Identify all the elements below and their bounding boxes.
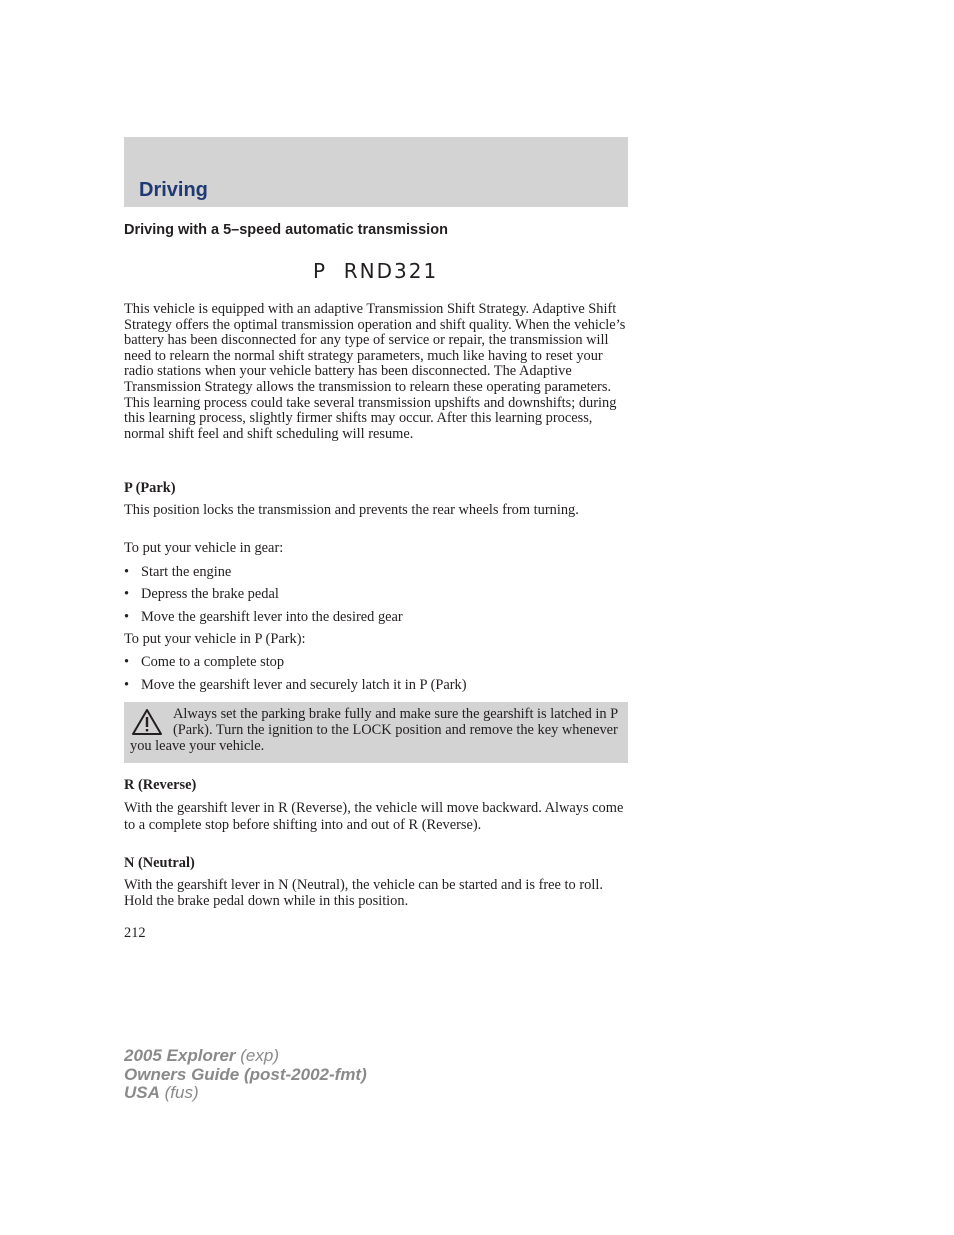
neutral-heading: N (Neutral) [124,855,195,871]
bullet-icon: • [124,654,130,670]
reverse-heading: R (Reverse) [124,777,197,793]
bullet-icon: • [124,586,130,602]
gear-indicator: P RND321 [313,259,439,283]
bullet-icon: • [124,609,130,625]
warning-text-block [130,706,624,754]
footer-model-code: (exp) [240,1046,279,1065]
bullet-icon: • [124,677,130,693]
park-heading: P (Park) [124,480,176,496]
section-title: Driving [139,179,208,201]
neutral-description: With the gearshift lever in N (Neutral), the vehicle can be started and is free to roll. Hold the brake pedal down while in this position. [124,877,603,909]
page-number: 212 [124,925,146,941]
footer-model: 2005 Explorer [124,1046,236,1065]
intro-paragraph: This vehicle is equipped with an adaptive Transmission Shift Strategy. Adaptive Shift Strategy offers the optimal transmission operation and shift quality. When the vehicle’s battery has been disconnected for any type of service or repair, the transmission will need to relearn the normal shift strategy parameters, much like having to reset your radio stations when your vehicle battery has been disconnected. The Adaptive Transmission Strategy allows the transmission to relearn these operating parameters. This learning process could take several transmission upshifts and downshifts; during this learning process, slightly firmer shifts may occur. After this learning process, normal shift feel and shift scheduling will resume. [124,301,626,442]
footer-market-code: (fus) [164,1083,199,1102]
footer-market: USA [124,1083,160,1102]
warning-text: Always set the parking brake fully and make sure the gearshift is latched in P (Park). Turn the ignition to the LOCK position and remove the key whenever you leave your vehicle. [130,706,618,754]
bullet-icon: • [124,564,130,580]
footer-guide: Owners Guide (post-2002-fmt) [124,1064,367,1084]
subheading: Driving with a 5–speed automatic transmission [124,222,448,238]
park-description: This position locks the transmission and prevents the rear wheels from turning. [124,502,579,518]
document-footer [124,1047,367,1103]
warning-box [124,702,628,763]
in-park-intro: To put your vehicle in P (Park): [124,631,306,647]
in-gear-intro: To put your vehicle in gear: [124,540,284,556]
reverse-description: With the gearshift lever in R (Reverse), the vehicle will move backward. Always come to a complete stop before shifting into and out of R (Reverse). [124,800,624,833]
